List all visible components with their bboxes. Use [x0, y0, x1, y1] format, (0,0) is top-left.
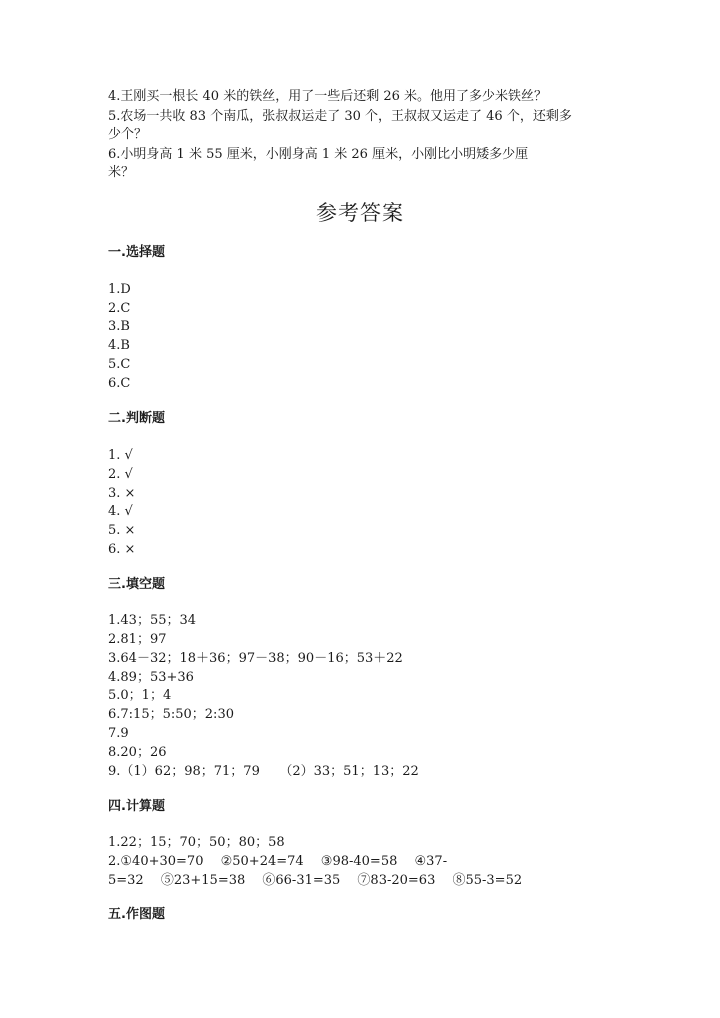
fill-answer-8: 8.20；26 — [108, 745, 167, 760]
calc-answer-1: 1.22；15；70；50；80；58 — [108, 835, 285, 850]
fill-answer-6: 6.7:15；5:50；2:30 — [108, 707, 234, 722]
fill-answer-5: 5.0；1；4 — [108, 688, 172, 703]
calc-answer-2-line-1: 2.①40+30=70 ②50+24=74 ③98-40=58 ④37- — [108, 854, 448, 869]
section-heading-judgement: 二.判断题 — [108, 411, 165, 426]
fill-answer-2: 2.81；97 — [108, 632, 167, 647]
section-heading-calculation: 四.计算题 — [108, 799, 165, 814]
fill-answer-7: 7.9 — [108, 726, 129, 741]
answer-title: 参考答案 — [316, 201, 404, 225]
judgement-answer-6: 6. × — [108, 542, 136, 557]
judgement-answer-3: 3. × — [108, 486, 136, 501]
fill-answer-4: 4.89；53+36 — [108, 670, 194, 685]
choice-answer-3: 3.B — [108, 319, 130, 334]
choice-answer-4: 4.B — [108, 338, 130, 353]
choice-answer-1: 1.D — [108, 282, 131, 297]
question-5-line-1: 5.农场一共收 83 个南瓜，张叔叔运走了 30 个，王叔叔又运走了 46 个，还剩多 — [108, 109, 572, 124]
judgement-answer-4: 4. √ — [108, 504, 133, 519]
section-heading-fill-blank: 三.填空题 — [108, 577, 165, 592]
calc-answer-2-line-2: 5=32 ⑤23+15=38 ⑥66-31=35 ⑦83-20=63 ⑧55-3=52 — [108, 873, 523, 888]
choice-answer-5: 5.C — [108, 357, 131, 372]
fill-answer-9: 9.（1）62；98；71；79 （2）33；51；13；22 — [108, 764, 419, 779]
question-6-line-1: 6.小明身高 1 米 55 厘米，小刚身高 1 米 26 厘米，小刚比小明矮多少厘 — [108, 147, 529, 162]
choice-answer-6: 6.C — [108, 376, 131, 391]
fill-answer-3: 3.64－32；18＋36；97－38；90－16；53＋22 — [108, 651, 403, 666]
fill-answer-1: 1.43；55；34 — [108, 613, 197, 628]
section-heading-drawing: 五.作图题 — [108, 907, 165, 922]
question-4-line: 4.王刚买一根长 40 米的铁丝，用了一些后还剩 26 米。他用了多少米铁丝？ — [108, 89, 548, 104]
judgement-answer-2: 2. √ — [108, 467, 133, 482]
judgement-answer-1: 1. √ — [108, 448, 133, 463]
judgement-answer-5: 5. × — [108, 523, 136, 538]
section-heading-choice: 一.选择题 — [108, 245, 165, 260]
choice-answer-2: 2.C — [108, 301, 131, 316]
question-6-line-2: 米？ — [108, 165, 135, 180]
question-5-line-2: 少个？ — [108, 127, 148, 142]
